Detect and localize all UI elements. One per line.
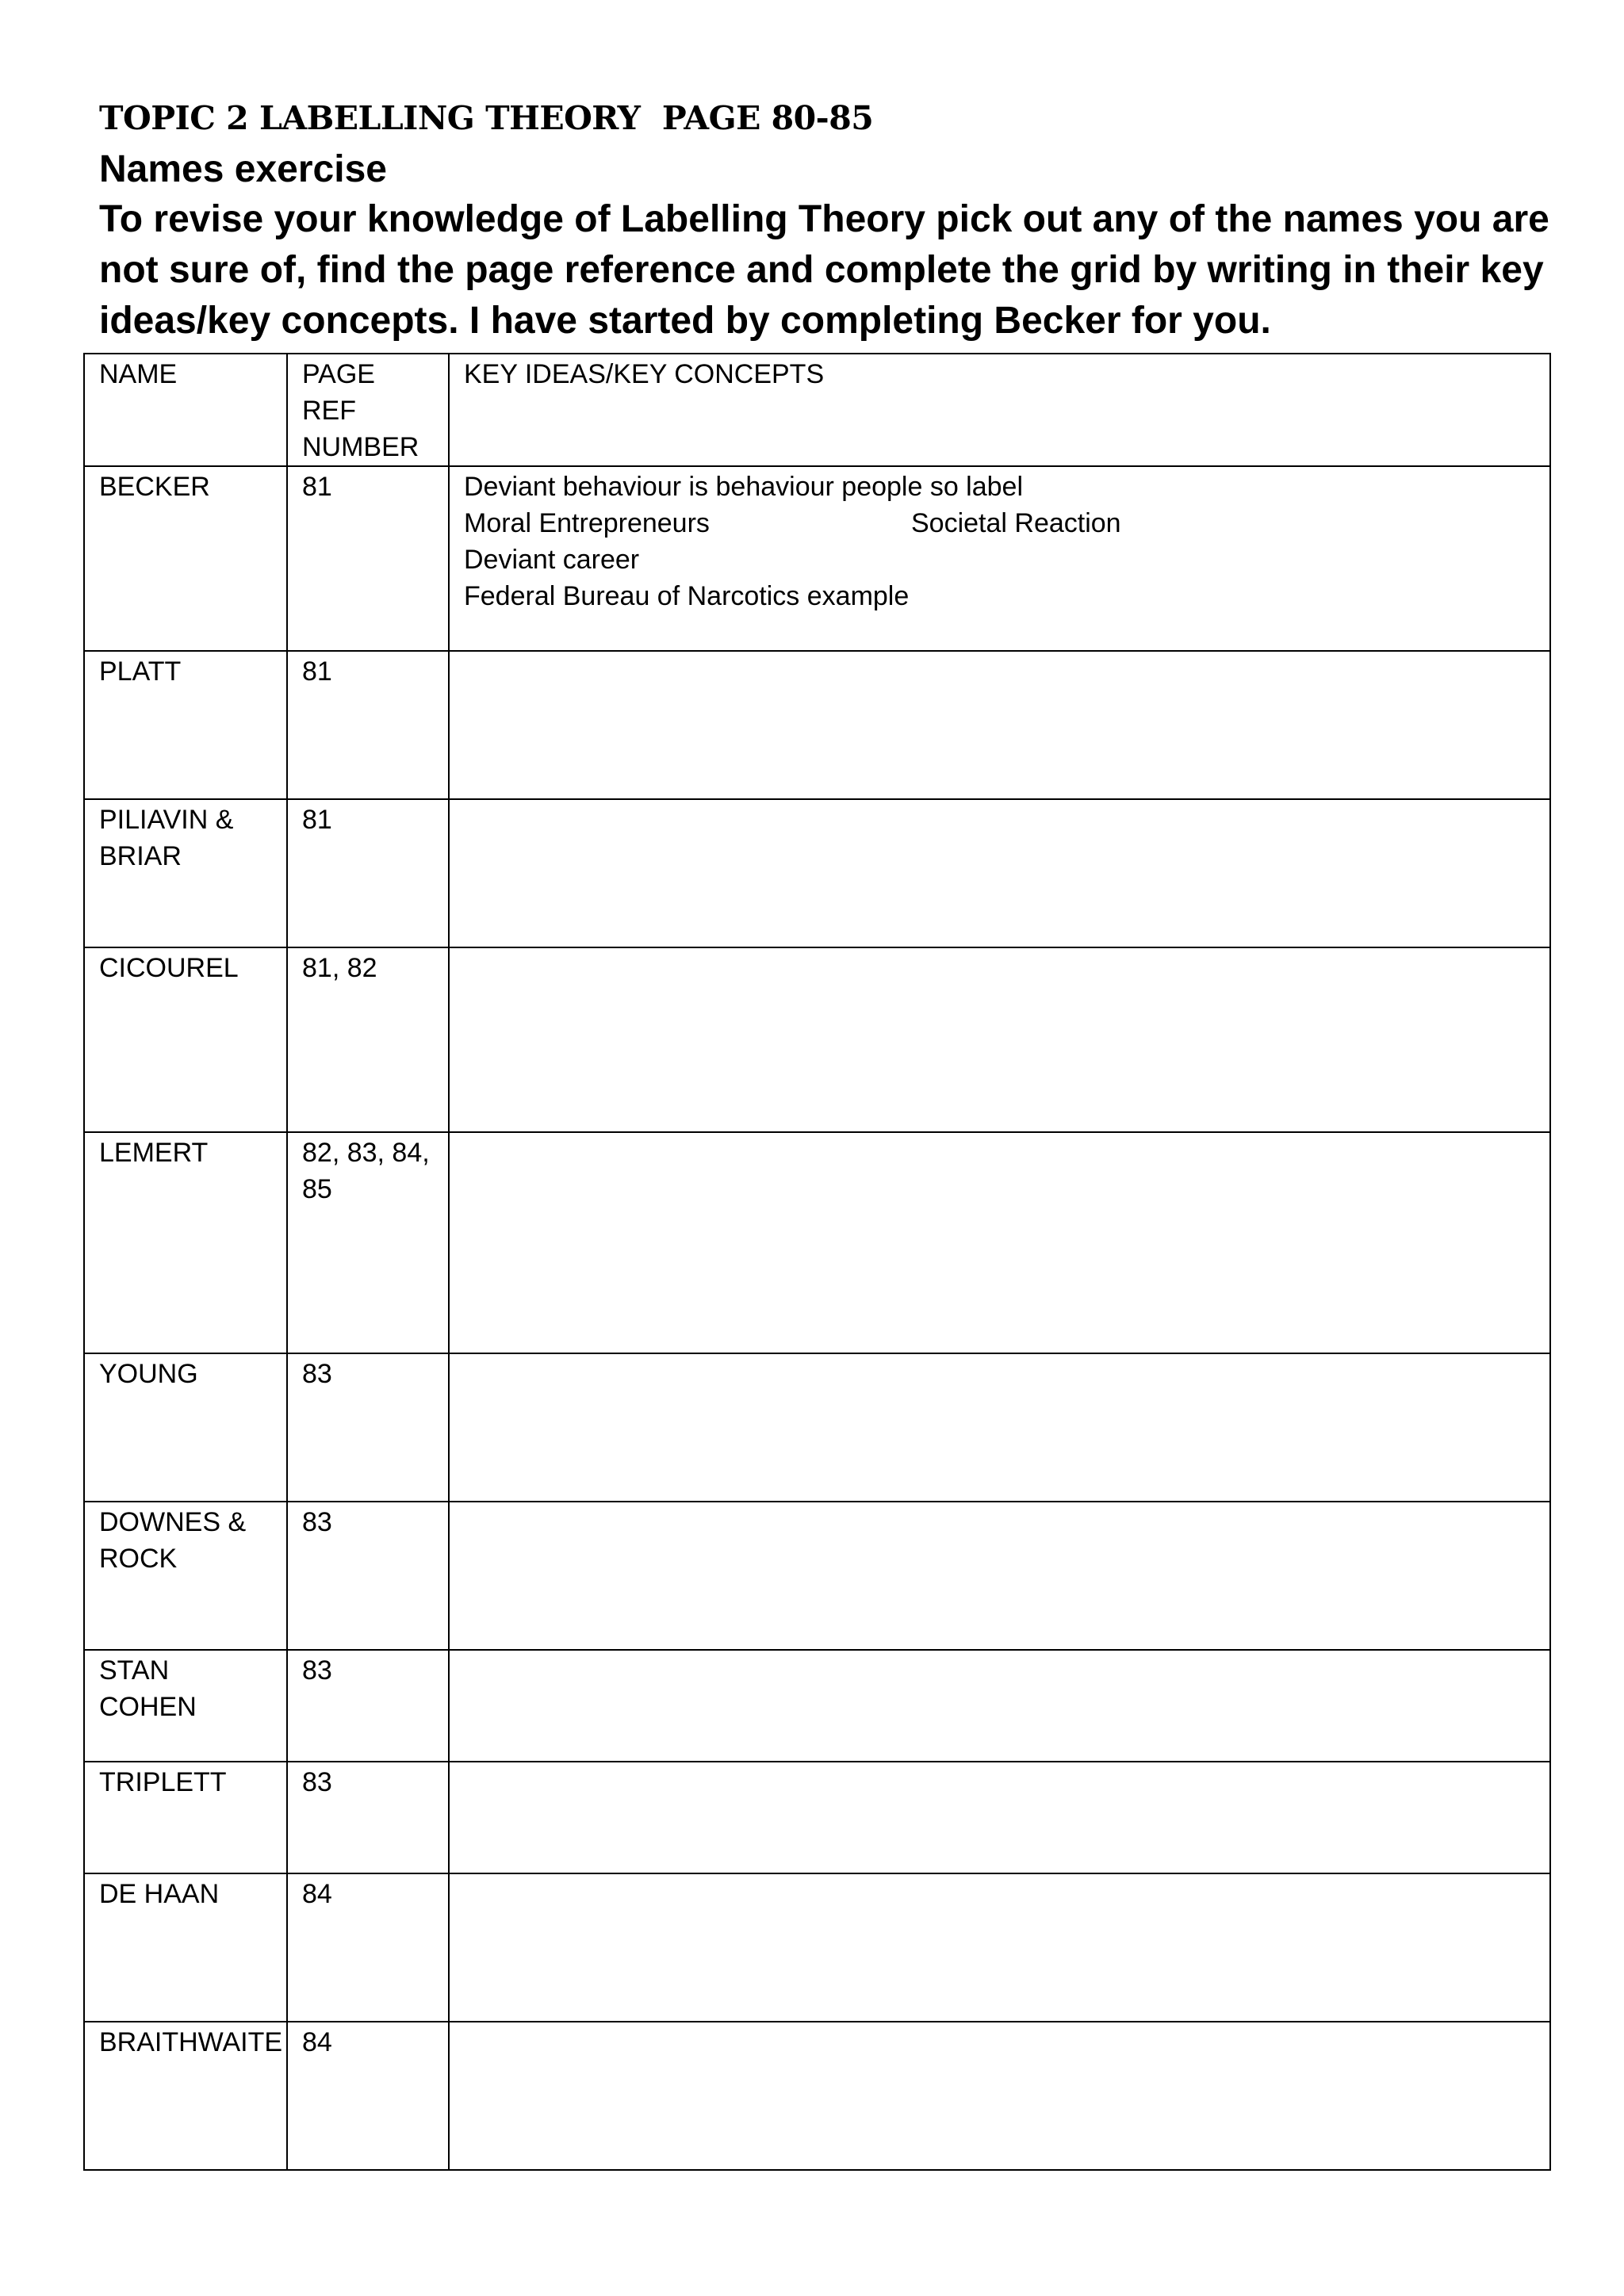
row-key-ideas-cell[interactable] <box>449 1762 1550 1873</box>
row-key-ideas-cell[interactable] <box>449 1873 1550 2022</box>
row-name-cell: PLATT <box>84 651 287 799</box>
row-name-cell: DOWNES & ROCK <box>84 1502 287 1650</box>
table-header-row <box>84 354 1550 466</box>
row-name-cell: TRIPLETT <box>84 1762 287 1873</box>
row-name-cell: CICOUREL <box>84 947 287 1132</box>
row-page-cell: 81 <box>287 466 449 651</box>
key-idea-line: Federal Bureau of Narcotics example <box>464 581 910 611</box>
column-header-name: NAME <box>84 354 287 466</box>
row-name-cell: DE HAAN <box>84 1873 287 2022</box>
key-idea-line: Deviant behaviour is behaviour people so label <box>464 472 1024 502</box>
topic-title: TOPIC 2 LABELLING THEORY PAGE 80-85 <box>99 99 874 137</box>
table-row-platt <box>84 651 1550 799</box>
key-idea-line <box>464 505 1537 541</box>
exercise-subtitle: Names exercise <box>99 148 387 190</box>
exercise-instructions: To revise your knowledge of Labelling Theory pick out any of the names you are not sure of, find the page reference and complete the grid by writing in their key ideas/key concepts. I have started by completing Becker for you. <box>99 198 1549 342</box>
table-row-cicourel <box>84 947 1550 1132</box>
row-key-ideas-cell[interactable] <box>449 1650 1550 1762</box>
row-key-ideas-cell[interactable] <box>449 1353 1550 1502</box>
column-header-key-ideas: KEY IDEAS/KEY CONCEPTS <box>449 354 1550 466</box>
table-row-triplett <box>84 1762 1550 1873</box>
row-name-cell: BRAITHWAITE <box>84 2022 287 2170</box>
table-row-piliavin-briar <box>84 799 1550 947</box>
row-page-cell: 81 <box>287 799 449 947</box>
table-row-lemert <box>84 1132 1550 1353</box>
worksheet-header <box>99 94 1574 346</box>
table-row-braithwaite <box>84 2022 1550 2170</box>
row-key-ideas-cell[interactable] <box>449 799 1550 947</box>
key-idea-moral-entrepreneurs: Moral Entrepreneurs <box>464 508 710 538</box>
row-name-cell: BECKER <box>84 466 287 651</box>
row-key-ideas-cell[interactable] <box>449 466 1550 651</box>
row-key-ideas-cell[interactable] <box>449 1132 1550 1353</box>
row-page-cell: 83 <box>287 1353 449 1502</box>
table-row-de-haan <box>84 1873 1550 2022</box>
row-key-ideas-cell[interactable] <box>449 2022 1550 2170</box>
column-header-page-ref: PAGE REF NUMBER <box>287 354 449 466</box>
row-name-cell: LEMERT <box>84 1132 287 1353</box>
row-name-cell: STAN COHEN <box>84 1650 287 1762</box>
row-page-cell: 83 <box>287 1762 449 1873</box>
row-name-cell: PILIAVIN & BRIAR <box>84 799 287 947</box>
row-key-ideas-cell[interactable] <box>449 1502 1550 1650</box>
row-key-ideas-cell[interactable] <box>449 651 1550 799</box>
row-page-cell: 82, 83, 84, 85 <box>287 1132 449 1353</box>
names-grid <box>83 353 1551 2171</box>
key-idea-line: Deviant career <box>464 545 640 575</box>
row-key-ideas-cell[interactable] <box>449 947 1550 1132</box>
row-page-cell: 84 <box>287 1873 449 2022</box>
row-name-cell: YOUNG <box>84 1353 287 1502</box>
row-page-cell: 81 <box>287 651 449 799</box>
table-row-downes-rock <box>84 1502 1550 1650</box>
row-page-cell: 81, 82 <box>287 947 449 1132</box>
table-row-becker <box>84 466 1550 651</box>
table-row-young <box>84 1353 1550 1502</box>
table-row-stan-cohen <box>84 1650 1550 1762</box>
row-page-cell: 83 <box>287 1650 449 1762</box>
key-idea-societal-reaction: Societal Reaction <box>911 508 1121 538</box>
row-page-cell: 84 <box>287 2022 449 2170</box>
row-page-cell: 83 <box>287 1502 449 1650</box>
